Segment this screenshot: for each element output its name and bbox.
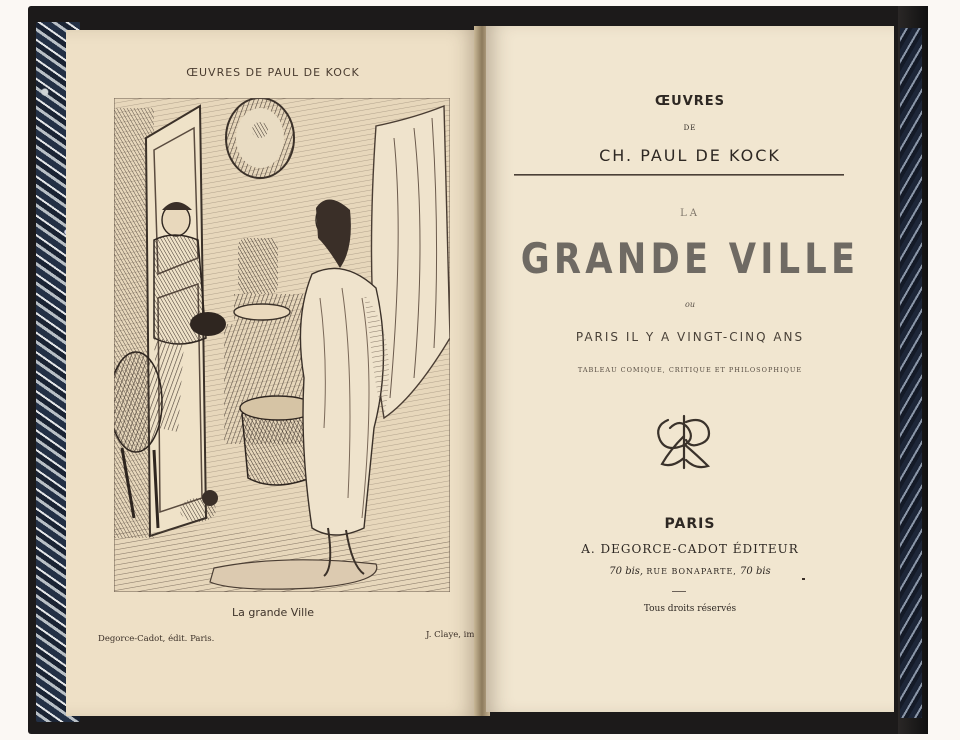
illustration-caption: La grande Ville [231, 606, 315, 619]
book-tagline: TABLEAU COMIQUE, CRITIQUE ET PHILOSOPHIQUE [577, 366, 803, 374]
imprint-address [486, 566, 894, 577]
series-label: ŒUVRES [654, 94, 726, 109]
imprint-city: PARIS [664, 516, 716, 532]
title-article: LA [680, 208, 700, 219]
imprint-publisher: A. DEGORCE-CADOT ÉDITEUR [581, 542, 799, 556]
address-street: RUE BONAPARTE, [646, 567, 737, 576]
title-connector: ou [685, 300, 695, 309]
address-number-repeat: 70 bis [740, 566, 771, 577]
frontispiece-page [66, 30, 480, 716]
engraving-illustration [114, 98, 450, 592]
series-de: DE [683, 124, 697, 132]
author-name: CH. PAUL DE KOCK [599, 146, 781, 165]
address-number: 70 bis, [609, 566, 644, 577]
running-head: ŒUVRES DE PAUL DE KOCK [186, 66, 360, 79]
publisher-imprint: Degorce-Cadot, édit. Paris. [98, 634, 215, 644]
printer-imprint: J. Claye, im [426, 630, 475, 640]
marbled-cover-right [900, 28, 922, 718]
book-subtitle: PARIS IL Y A VINGT-CINQ ANS [575, 330, 805, 344]
publisher-monogram-icon [648, 406, 720, 478]
rights-notice: Tous droits réservés [643, 604, 737, 614]
title-rule [514, 174, 844, 176]
ink-speck [802, 578, 805, 580]
title-page [486, 26, 894, 712]
book-title: GRANDE VILLE [520, 234, 860, 283]
short-rule [672, 591, 686, 592]
